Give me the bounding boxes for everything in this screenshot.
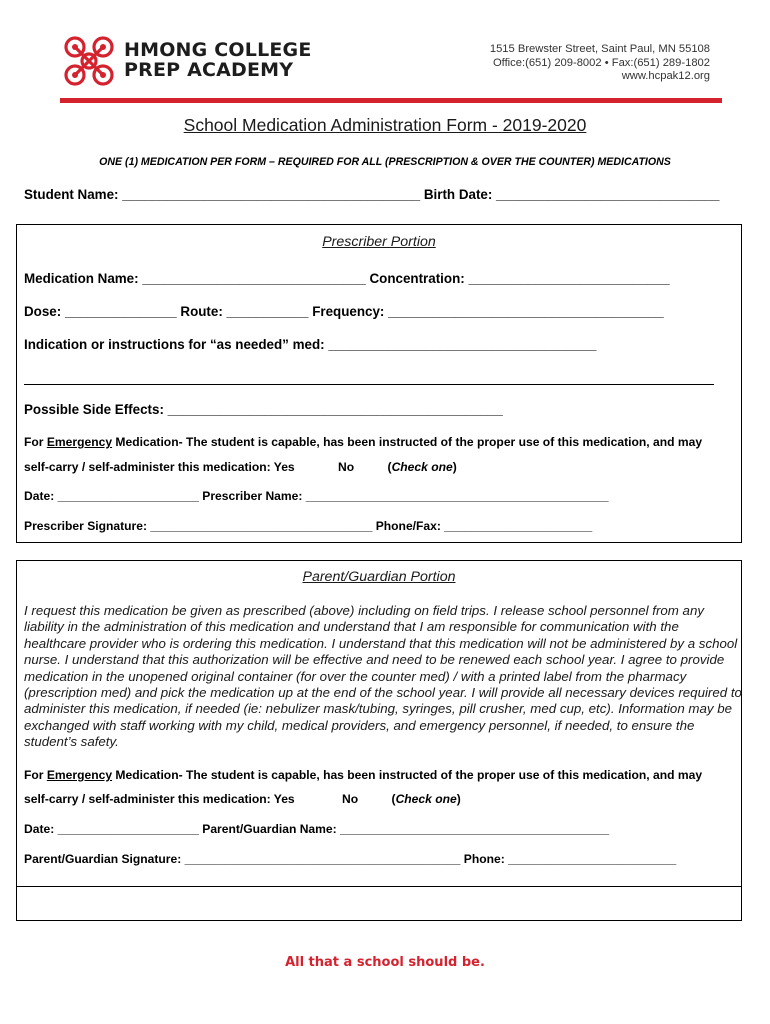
medication-name-field[interactable]: ______________________________: [142, 271, 366, 286]
dose-row: [24, 304, 664, 319]
prescriber-date-row: [24, 489, 608, 503]
medication-name-label: Medication Name:: [24, 271, 139, 286]
student-name-label: Student Name:: [24, 187, 119, 202]
website: www.hcpak12.org: [621, 70, 710, 82]
emergency-prefix: For: [24, 768, 47, 782]
prescriber-name-field[interactable]: _____________________________________________: [305, 489, 609, 503]
indication-continued-field[interactable]: [24, 384, 714, 385]
student-name-field[interactable]: ________________________________________: [122, 187, 421, 202]
concentration-field[interactable]: ___________________________: [468, 271, 670, 286]
prescriber-phone-field[interactable]: ______________________: [444, 519, 593, 533]
birth-date-label: Birth Date:: [423, 187, 493, 202]
prescriber-emergency-text: [24, 435, 702, 449]
dose-label: Dose:: [24, 304, 62, 319]
self-carry-no[interactable]: No: [342, 792, 359, 806]
check-one-note: Check one: [395, 792, 457, 806]
phone-fax: Office:(651) 209-8002 • Fax:(651) 289-1802: [492, 56, 710, 69]
guardian-name-label: Parent/Guardian Name:: [202, 822, 337, 836]
school-name: [124, 40, 312, 80]
form-title: School Medication Administration Form - 2019-2020: [183, 115, 587, 135]
emergency-prefix: For: [24, 435, 47, 449]
frequency-label: Frequency:: [312, 304, 385, 319]
parent-self-carry-row: self-carry / self-administer this medication: Yes No (Check one): [24, 792, 461, 806]
school-name-line1: HMONG COLLEGE: [124, 39, 312, 61]
student-info-row: [24, 187, 719, 202]
self-carry-no[interactable]: No: [338, 460, 355, 474]
parent-date-label: Date:: [24, 822, 55, 836]
parent-statement: I request this medication be given as prescribed (above) including on field trips. I release school personnel from any liability in the administration of this medication and understand that I am responsible for communication with the healthcare provider who is ordering this medication. I understand that this medication will not be administered by a school nurse. I understand that this authorization will be effective and need to be renewed each school year. I agree to provide medication in the unopened original container (for over the counter med) / with a printed label from the pharmacy (prescription med) and pick the medication up at the end of the school year. I will provide all necessary devices required to administer this medication, if needed (ie: nebulizer mask/tubing, syringes, pill crusher, med cup, etc). Information may be exchanged with staff working with my child, medical providers, and emergency personnel, if needed, to ensure the student’s safety.: [24, 603, 742, 750]
dose-field[interactable]: _______________: [64, 304, 177, 319]
prescriber-title: Prescriber Portion: [322, 234, 436, 250]
self-carry-yes[interactable]: self-carry / self-administer this medication: Yes: [24, 460, 295, 474]
frequency-field[interactable]: _____________________________________: [388, 304, 664, 319]
contact-block: [490, 43, 710, 84]
side-effects-field[interactable]: _____________________________________________: [167, 402, 503, 417]
route-field[interactable]: ___________: [226, 304, 309, 319]
side-effects-row: [24, 402, 503, 417]
address: 1515 Brewster Street, Saint Paul, MN 55108: [489, 43, 710, 55]
parent-date-field[interactable]: _____________________: [57, 822, 199, 836]
guardian-signature-label: Parent/Guardian Signature:: [24, 852, 182, 866]
parent-emergency-text: [24, 768, 702, 782]
check-one-note: Check one: [391, 460, 453, 474]
school-logo-icon: [60, 32, 118, 90]
header-divider: [60, 98, 722, 103]
prescriber-signature-label: Prescriber Signature:: [24, 519, 147, 533]
prescriber-phone-label: Phone/Fax:: [375, 519, 441, 533]
school-name-line2: PREP ACADEMY: [124, 59, 294, 81]
prescriber-date-label: Date:: [24, 489, 55, 503]
birth-date-field[interactable]: ______________________________: [496, 187, 720, 202]
medication-row: [24, 271, 670, 286]
parent-date-row: [24, 822, 609, 836]
footer-tagline: All that a school should be.: [285, 955, 485, 970]
parent-title: Parent/Guardian Portion: [302, 569, 456, 585]
guardian-phone-field[interactable]: _________________________: [508, 852, 677, 866]
emergency-text: Medication- The student is capable, has been instructed of the proper use of this medication, and may: [112, 435, 703, 449]
parent-signature-row: [24, 852, 676, 866]
indication-row: [24, 337, 596, 352]
emergency-word: Emergency: [46, 768, 113, 782]
form-subtitle: ONE (1) MEDICATION PER FORM – REQUIRED FOR ALL (PRESCRIPTION & OVER THE COUNTER) MEDICATIONS: [99, 156, 671, 168]
side-effects-label: Possible Side Effects:: [24, 402, 164, 417]
prescriber-self-carry-row: self-carry / self-administer this medication: Yes No (Check one): [24, 460, 457, 474]
indication-field[interactable]: ____________________________________: [328, 337, 597, 352]
prescriber-signature-row: [24, 519, 592, 533]
emergency-text: Medication- The student is capable, has been instructed of the proper use of this medication, and may: [112, 768, 703, 782]
prescriber-name-label: Prescriber Name:: [202, 489, 303, 503]
guardian-phone-label: Phone:: [463, 852, 505, 866]
prescriber-date-field[interactable]: _____________________: [57, 489, 199, 503]
indication-label: Indication or instructions for “as needed” med:: [24, 337, 325, 352]
route-label: Route:: [180, 304, 223, 319]
prescriber-signature-field[interactable]: _________________________________: [150, 519, 373, 533]
concentration-label: Concentration:: [369, 271, 465, 286]
guardian-name-field[interactable]: ________________________________________: [340, 822, 610, 836]
emergency-word: Emergency: [46, 435, 113, 449]
self-carry-yes[interactable]: self-carry / self-administer this medication: Yes: [24, 792, 295, 806]
parent-section-divider: [16, 886, 742, 887]
guardian-signature-field[interactable]: _________________________________________: [184, 852, 461, 866]
